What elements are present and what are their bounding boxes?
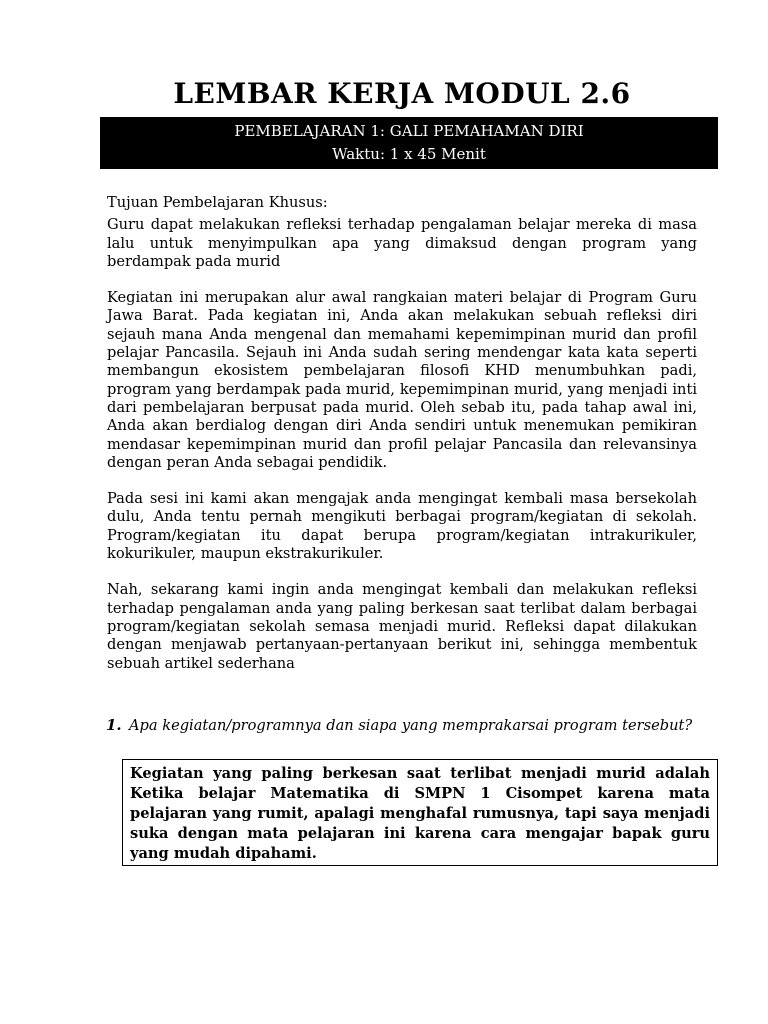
- answer-box: Kegiatan yang paling berkesan saat terlibat menjadi murid adalah Ketika belajar Matematika di SMPN 1 Cisompet karena mata pelajaran yang rumit, apalagi menghafal rumusnya, tapi saya menjadi suka dengan mata pelajaran ini karena cara mengajar bapak guru yang mudah dipahami.: [122, 759, 718, 866]
- body-paragraph: Nah, sekarang kami ingin anda mengingat kembali dan melakukan refleksi terhadap pengalaman anda yang paling berkesan saat terlibat dalam berbagai program/kegiatan sekolah semasa menjadi murid. Refleksi dapat dilakukan dengan menjawab pertanyaan-pertanyaan berikut ini, sehingga membentuk sebuah artikel sederhana: [107, 581, 697, 672]
- document-body: [107, 194, 697, 673]
- question-text: Apa kegiatan/programnya dan siapa yang memprakarsai program tersebut?: [129, 717, 693, 734]
- body-paragraph: Kegiatan ini merupakan alur awal rangkaian materi belajar di Program Guru Jawa Barat. Pada kegiatan ini, Anda akan melakukan sebuah refleksi diri sejauh mana Anda mengenal dan memahami kepemimpinan murid dan profil pelajar Pancasila. Sejauh ini Anda sudah sering mendengar kata kata seperti membangun ekosistem pembelajaran filosofi KHD menumbuhkan padi, program yang berdampak pada murid, kepemimpinan murid, yang menjadi inti dari pembelajaran berpusat pada murid. Oleh sebab itu, pada tahap awal ini, Anda akan berdialog dengan diri Anda sendiri untuk menemukan pemikiran mendasar kepemimpinan murid dan profil pelajar Pancasila dan relevansinya dengan peran Anda sebagai pendidik.: [107, 289, 697, 471]
- document-title: LEMBAR KERJA MODUL 2.6: [173, 77, 631, 110]
- lesson-header-banner: [100, 117, 718, 169]
- question-number: 1.: [106, 716, 122, 734]
- lesson-duration: Waktu: 1 x 45 Menit: [332, 145, 486, 163]
- objective-text: Guru dapat melakukan refleksi terhadap pengalaman belajar mereka di masa lalu untuk menyimpulkan apa yang dimaksud dengan program yang berdampak pada murid: [107, 216, 697, 270]
- lesson-title: PEMBELAJARAN 1: GALI PEMAHAMAN DIRI: [234, 122, 584, 140]
- objective-label: Tujuan Pembelajaran Khusus:: [107, 194, 328, 211]
- body-paragraph: Pada sesi ini kami akan mengajak anda mengingat kembali masa bersekolah dulu, Anda tentu pernah mengikuti berbagai program/kegiatan di sekolah. Program/kegiatan itu dapat berupa program/kegiatan intrakurikuler, kokurikuler, maupun ekstrakurikuler.: [107, 490, 697, 563]
- question-item: [106, 716, 696, 735]
